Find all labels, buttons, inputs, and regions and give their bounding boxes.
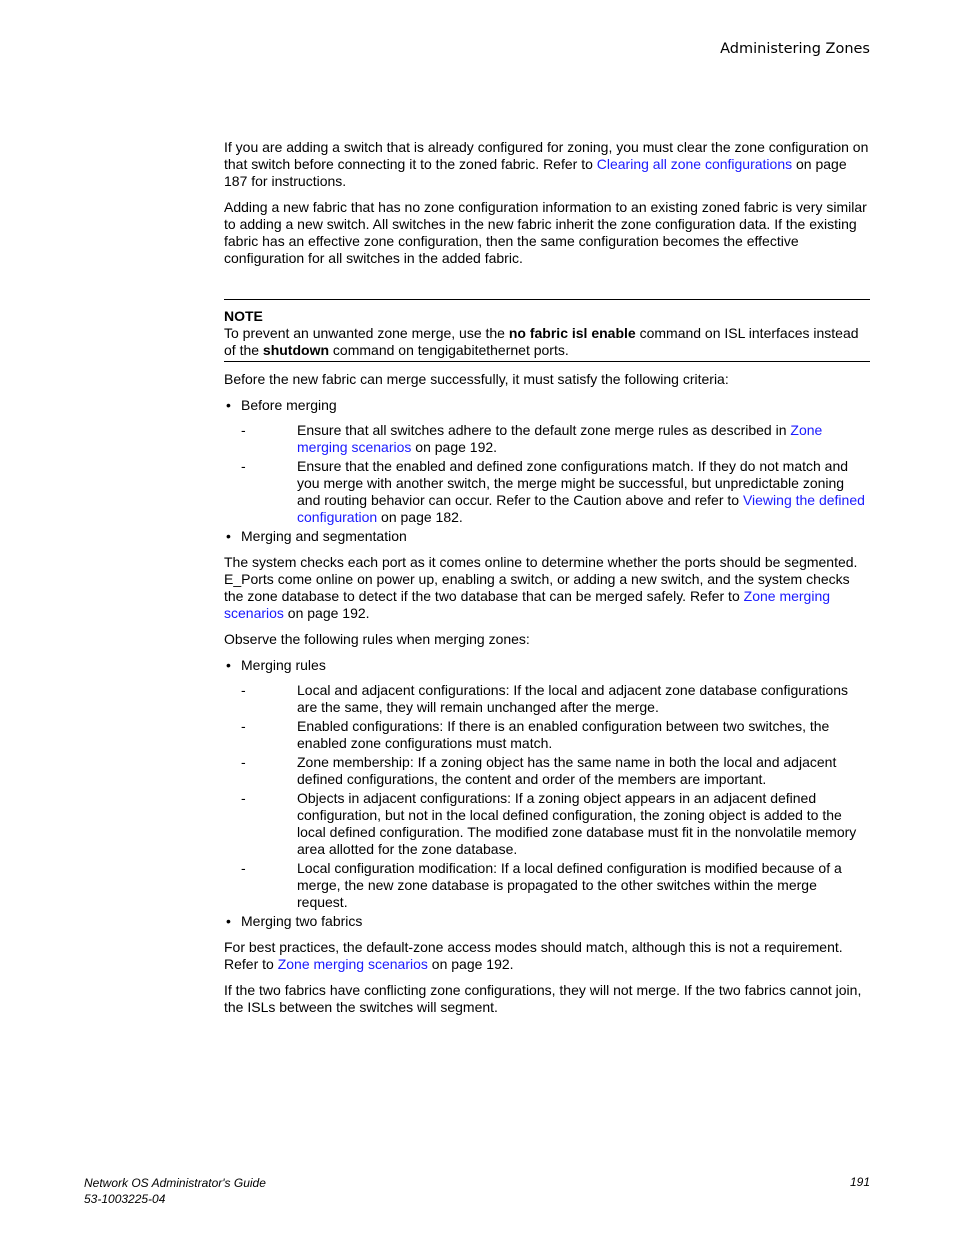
dash-icon: - [241,458,246,474]
sub-list [224,422,870,526]
sub-list-item [224,790,870,858]
paragraph: If the two fabrics have conflicting zone configurations, they will not merge. If the two fabrics cannot join, the ISLs between the switches will segment. [224,982,862,1015]
link-zone-merging-scenarios[interactable]: Zone merging scenarios [297,422,823,455]
sub-list [224,682,870,911]
list-item [224,913,870,930]
list-item-text: Merging two fabrics [241,913,363,929]
text: Ensure that the enabled and defined zone configurations match. If they do not match and you merge with another switch, the merge might be successful, but unpredictable zoning and routing behavior can occur. Refer to the Caution above and refer to [297,458,849,508]
text: If you are adding a switch that is already configured for zoning, you must clear the zone configuration on that switch before connecting it to the zoned fabric. Refer to [224,139,869,172]
running-header: Administering Zones [720,41,870,57]
sub-list-item [224,718,870,752]
text: Local and adjacent configurations: If the local and adjacent zone database configurations are the same, they will remain unchanged after the merge. [297,682,849,715]
sub-list-item [224,682,870,716]
dash-icon: - [241,860,246,876]
note-text [224,325,870,359]
link-zone-merging-scenarios[interactable]: Zone merging scenarios [277,956,428,972]
text: on page 192. [411,439,498,455]
text: Zone membership: If a zoning object has the same name in both the local and adjacent defined configurations, the content and order of the members are important. [297,754,837,787]
bullet-icon: • [226,528,231,544]
bullet-icon: • [226,913,231,929]
text: on page 192. [427,956,514,972]
note-title: NOTE [224,308,263,324]
dash-icon: - [241,422,246,438]
link-clearing-zone-configurations[interactable]: Clearing all zone configurations [596,156,793,172]
list-item [224,528,870,545]
list-item-text: Merging and segmentation [241,528,407,544]
bullet-icon: • [226,397,231,413]
paragraph [224,139,870,190]
text: To prevent an unwanted zone merge, use the [224,325,509,341]
text: on page 187 for instructions. [224,156,847,189]
footer-doc-number: 53-1003225-04 [84,1192,166,1206]
list-item [224,397,870,414]
note-box [224,299,870,362]
link-viewing-defined-configuration[interactable]: Viewing the defined configuration [297,492,865,525]
list-item-text: Merging rules [241,657,326,673]
text: on page 192. [283,605,370,621]
sub-list-item [224,458,870,526]
text: command on ISL interfaces instead of the [224,325,859,358]
text: command on tengigabitethernet ports. [329,342,569,358]
paragraph: Observe the following rules when merging zones: [224,631,530,647]
list-item-text: Before merging [241,397,337,413]
sub-list-item [224,860,870,911]
text: Objects in adjacent configurations: If a zoning object appears in an adjacent defined configuration, but not in the local defined configuration, the zoning object is added to the local defined configuration. The modified zone database must fit in the nonvolatile memory area allotted for the zone database. [297,790,857,857]
paragraph [224,939,870,973]
text: on page 182. [377,509,463,525]
command-text: shutdown [262,342,330,358]
dash-icon: - [241,754,246,770]
footer-guide-title: Network OS Administrator's Guide [84,1176,266,1190]
text: Enabled configurations: If there is an enabled configuration between two switches, the enabled zone configurations must match. [297,718,830,751]
dash-icon: - [241,790,246,806]
list-item [224,657,870,674]
text: Local configuration modification: If a local defined configuration is modified because of a merge, the new zone database is propagated to the other switches within the merge request. [297,860,842,910]
page-number: 191 [849,1175,870,1189]
paragraph [224,554,870,622]
link-zone-merging-scenarios[interactable]: Zone merging scenarios [224,588,831,621]
command-text: no fabric isl enable [508,325,636,341]
page-body [224,139,870,1025]
sub-list-item [224,754,870,788]
text: For best practices, the default-zone access modes should match, although this is not a requirement. Refer to [224,939,843,972]
dash-icon: - [241,718,246,734]
bullet-icon: • [226,657,231,673]
text: The system checks each port as it comes online to determine whether the ports should be segmented. E_Ports come online on power up, enabling a switch, or adding a new switch, and the system checks the zone database to detect if the two database that can be merged safely. Refer to [224,554,858,604]
paragraph: Before the new fabric can merge successfully, it must satisfy the following criteria: [224,371,729,387]
footer-doc-info [84,1175,266,1207]
sub-list-item [224,422,870,456]
text: Ensure that all switches adhere to the default zone merge rules as described in [297,422,791,438]
dash-icon: - [241,682,246,698]
paragraph: Adding a new fabric that has no zone configuration information to an existing zoned fabric is very similar to adding a new switch. All switches in the new fabric inherit the zone configuration data. If the existing fabric has an effective zone configuration, then the same configuration becomes the effective configuration for all switches in the added fabric. [224,199,867,266]
